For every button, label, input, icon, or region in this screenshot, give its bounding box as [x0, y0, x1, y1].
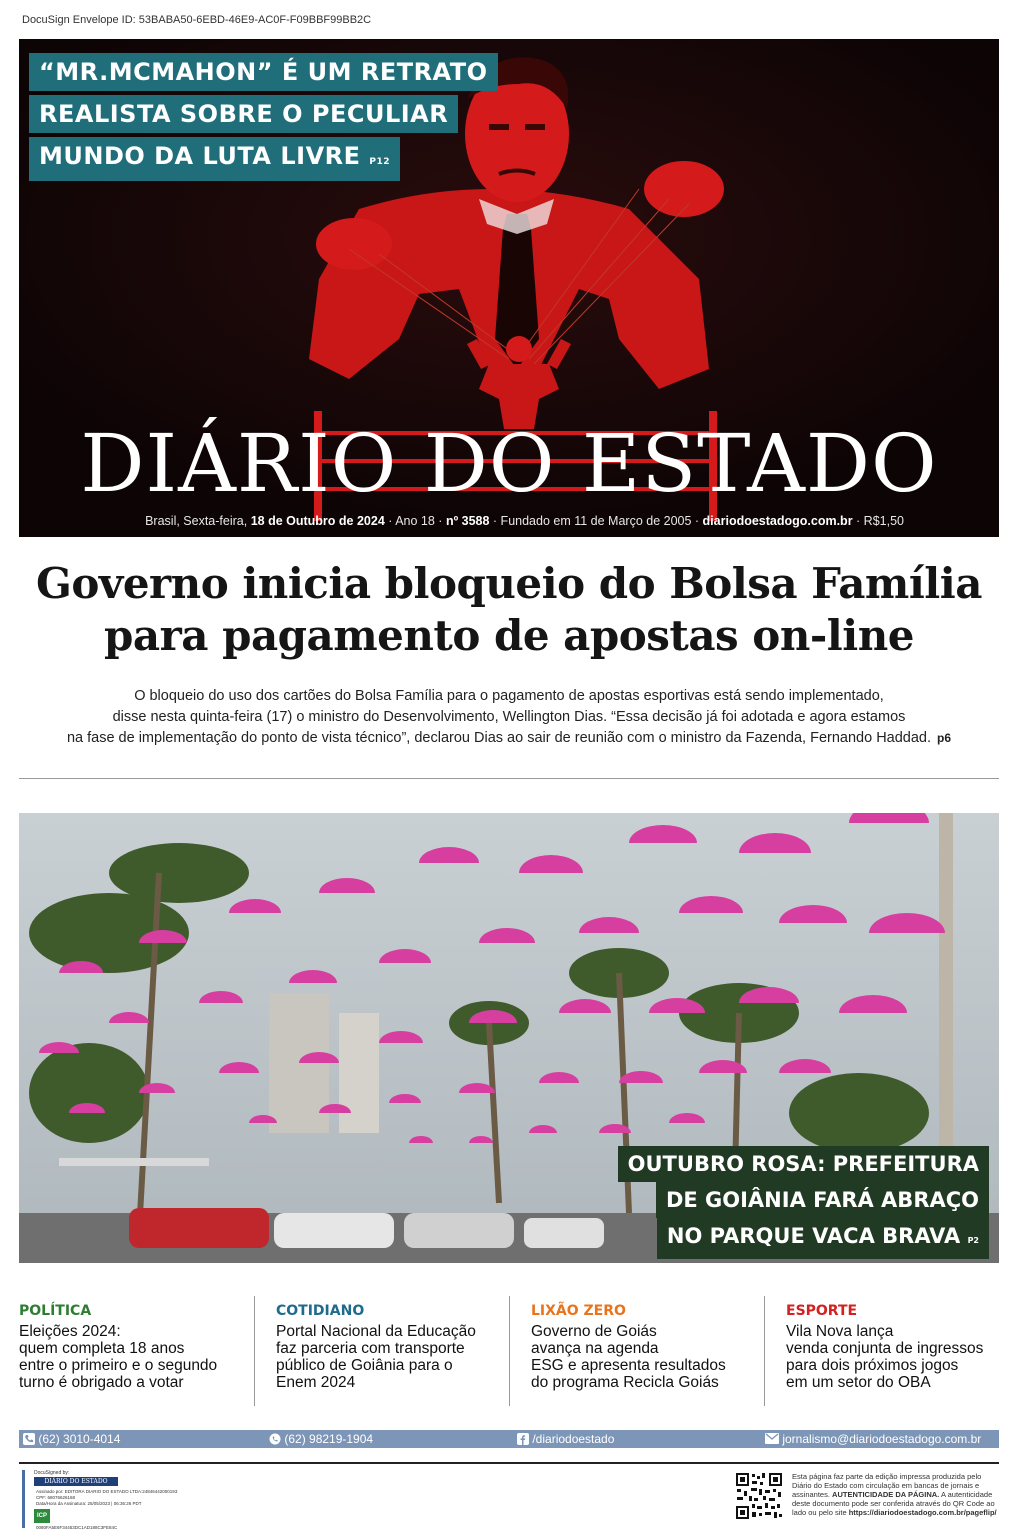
- envelope-id: DocuSign Envelope ID: 53BABA50-6EBD-46E9-AC0F-F09BBF99BB2C: [22, 14, 372, 26]
- column-text: Portal Nacional da Educação faz parceria com transporte público de Goiânia para o Enem 2024: [276, 1323, 476, 1391]
- photo-caption-line-1: OUTUBRO ROSA: PREFEITURA: [618, 1146, 989, 1182]
- lede-line-1: O bloqueio do uso dos cartões do Bolsa Família para o pagamento de apostas esportivas está sendo implementado,: [134, 688, 884, 704]
- facebook-contact[interactable]: [517, 1430, 614, 1448]
- lede-line-3: na fase de implementação do ponto de vista técnico”, declarou Dias ao sair de reunião com o ministro da Fazenda, Fernando Haddad.: [66, 730, 932, 746]
- column-section-label: POLÍTICA: [19, 1303, 92, 1319]
- docusign-details: [36, 1489, 177, 1507]
- column-divider: [764, 1296, 765, 1406]
- docusign-datetime: Data/Hora da Assinatura: 25/05/2023 | 06:36:26 PDT: [36, 1501, 142, 1506]
- dateline-place: Brasil, Sexta-feira,: [145, 514, 248, 528]
- phone-contact[interactable]: [23, 1430, 120, 1448]
- phone-number: (62) 3010-4014: [38, 1432, 121, 1446]
- dateline-date: 18 de Outubro de 2024: [250, 514, 385, 528]
- photo-caption-line-3: [657, 1218, 989, 1259]
- dateline-site[interactable]: diariodoestadogo.com.br: [702, 514, 853, 528]
- facebook-icon: [517, 1433, 529, 1445]
- photo-caption-line-2: DE GOIÂNIA FARÁ ABRAÇO: [656, 1182, 989, 1218]
- lede-paragraph: [40, 686, 978, 749]
- column-text: Vila Nova lança venda conjunta de ingressos para dois próximos jogos em um setor do OBA: [786, 1323, 984, 1391]
- masthead-title: DIÁRIO DO ESTADO: [80, 417, 938, 510]
- lede-line-2: disse nesta quinta-feira (17) o ministro do Desenvolvimento, Wellington Dias. “Essa decisão já foi adotada e agora estamos: [112, 709, 906, 725]
- authenticity-body: A autenticidade deste documento pode ser conferida através do QR Code ao lado ou pelo site: [792, 1490, 995, 1517]
- footer-divider: [19, 1462, 999, 1464]
- dateline-founded: · Fundado em 11 de Março de 2005 ·: [492, 514, 700, 528]
- dateline: [19, 514, 999, 528]
- icp-brasil-logo: ICP: [34, 1509, 50, 1523]
- feature-headline-line-1: “MR.MCMAHON” É UM RETRATO: [29, 53, 498, 91]
- main-headline-line-2: para pagamento de apostas on-line: [104, 611, 914, 660]
- photo-caption-line-3-text: NO PARQUE VACA BRAVA: [666, 1224, 961, 1248]
- main-headline-line-1: Governo inicia bloqueio do Bolsa Família: [36, 559, 982, 608]
- photo-caption-page-ref: P2: [967, 1236, 979, 1245]
- email-address: jornalismo@diariodoestadogo.com.br: [782, 1432, 982, 1446]
- dateline-year: · Ano 18 ·: [388, 514, 443, 528]
- dateline-price: · R$1,50: [856, 514, 904, 528]
- authenticity-title: AUTENTICIDADE DA PÁGINA.: [832, 1490, 940, 1499]
- docusign-stamp: [22, 1470, 222, 1530]
- umbrella-photo: [19, 813, 999, 1263]
- column-divider: [509, 1296, 510, 1406]
- whatsapp-icon: [269, 1433, 281, 1445]
- lede-line-3-wrap: [40, 728, 978, 749]
- authenticity-link[interactable]: https://diariodoestadogo.com.br/pageflip/: [848, 1508, 997, 1517]
- contact-bar: [19, 1430, 999, 1448]
- docusign-signer: Assinado por: EDITORA DIARIO DO ESTADO LTDA:24846442000193: [36, 1489, 178, 1494]
- column-politica[interactable]: [19, 1303, 244, 1391]
- column-cotidiano[interactable]: [276, 1303, 501, 1391]
- feature-headline-line-3-text: MUNDO DA LUTA LIVRE: [39, 142, 361, 170]
- column-divider: [254, 1296, 255, 1406]
- whatsapp-contact[interactable]: [269, 1430, 373, 1448]
- feature-headline-line-3: [29, 137, 400, 181]
- lede-page-ref: p6: [937, 731, 952, 745]
- authenticity-note: [792, 1472, 997, 1517]
- dateline-issue: nº 3588: [445, 514, 490, 528]
- main-headline: [0, 558, 1018, 662]
- stamp-bracket: [22, 1470, 25, 1528]
- whatsapp-number: (62) 98219-1904: [284, 1432, 374, 1446]
- docusign-id: 0080FA5E6F34453DC1AD188C3FE84C: [36, 1525, 118, 1530]
- column-section-label: COTIDIANO: [276, 1303, 365, 1319]
- docusign-label: DocuSigned by:: [34, 1470, 70, 1476]
- column-lixao-zero[interactable]: [531, 1303, 756, 1391]
- column-esporte[interactable]: [786, 1303, 1011, 1391]
- phone-icon: [23, 1433, 35, 1445]
- hero-illustration: [19, 39, 999, 537]
- section-divider: [19, 778, 999, 779]
- feature-page-ref: P12: [369, 157, 391, 167]
- docusign-brand: DIÁRIO DO ESTADO: [34, 1477, 118, 1486]
- qr-code[interactable]: [735, 1472, 783, 1520]
- feature-headline-line-2: REALISTA SOBRE O PECULIAR: [29, 95, 458, 133]
- column-text: Governo de Goiás avança na agenda ESG e apresenta resultados do programa Recicla Goiás: [531, 1323, 726, 1391]
- facebook-handle: /diariodoestado: [532, 1432, 615, 1446]
- mail-icon: [765, 1433, 779, 1444]
- email-contact[interactable]: [765, 1430, 981, 1448]
- docusign-cpf: CPF: 68076626168: [36, 1495, 76, 1500]
- column-section-label: LIXÃO ZERO: [531, 1303, 626, 1319]
- column-section-label: ESPORTE: [786, 1303, 858, 1319]
- authenticity-intro: Esta página faz parte da edição impressa produzida pelo Diário do Estado com circulação em bancas de jornais e assinantes.: [792, 1472, 982, 1499]
- column-text: Eleições 2024: quem completa 18 anos entre o primeiro e o segundo turno é obrigado a votar: [19, 1323, 218, 1391]
